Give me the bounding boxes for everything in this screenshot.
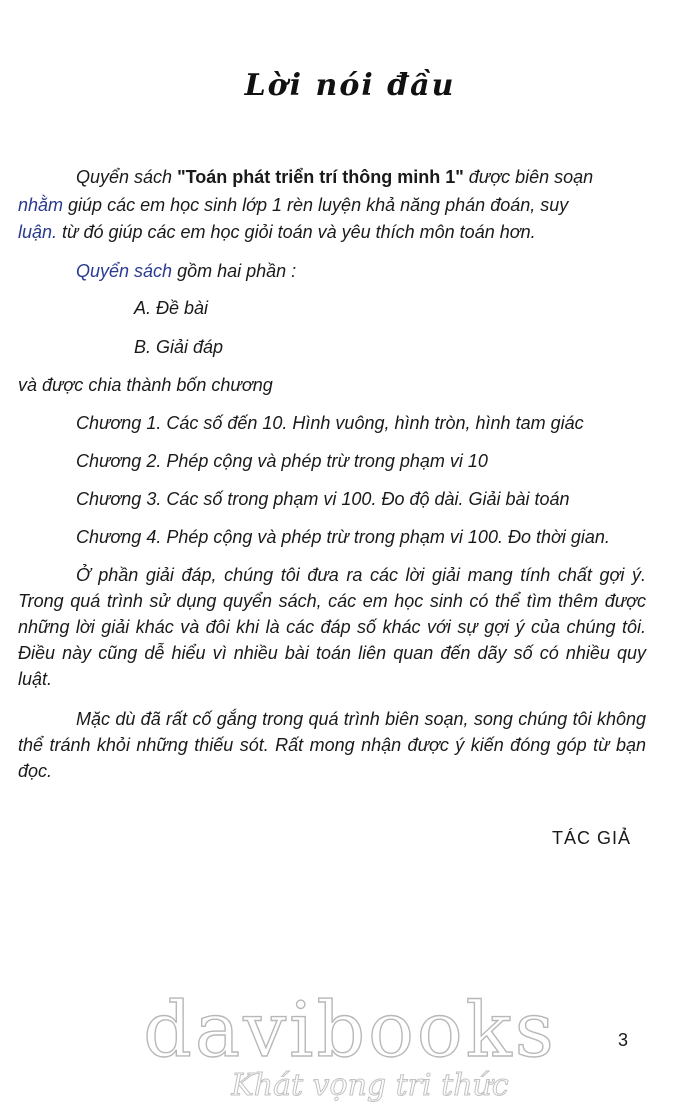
watermark [0,985,700,1104]
parts-intro [76,258,296,284]
chapter-item-1: Chương 1. Các số đến 10. Hình vuông, hình tròn, hình tam giác [76,413,584,433]
intro-line2-lead: nhằm [18,195,64,215]
author-signature: TÁC GIẢ [552,828,632,848]
intro-line-2 [18,192,568,218]
intro-line3-rest: từ đó giúp các em học giỏi toán và yêu thích môn toán hơn. [57,222,536,242]
page-number: 3 [618,1030,629,1050]
chapter-item-3: Chương 3. Các số trong phạm vi 100. Đo độ dài. Giải bài toán [76,489,570,509]
paragraph-solutions: Ở phần giải đáp, chúng tôi đưa ra các lời giải mang tính chất gợi ý. Trong quá trình sử dụng quyển sách, các em học sinh có thể tìm thêm được những lời giải khác và đôi khi là các đáp số khác với sự gợi ý của chúng tôi. Điều này cũng dễ hiểu vì nhiều bài toán liên quan đến dãy số có nhiều quy luật. [18,565,646,689]
watermark-slogan: Khát vọng tri thức [231,1068,509,1103]
intro-line-3 [18,219,536,245]
book-title: "Toán phát triển trí thông minh 1" [177,167,464,187]
chapters-intro: và được chia thành bốn chương [18,375,273,395]
intro-line3-lead: luận. [18,222,58,242]
paragraph-closing: Mặc dù đã rất cố gắng trong quá trình biên soạn, song chúng tôi không thể tránh khỏi những thiếu sót. Rất mong nhận được ý kiến đóng góp từ bạn đọc. [18,709,646,781]
watermark-brand: davibooks [143,985,557,1074]
chapter-item-4: Chương 4. Phép cộng và phép trừ trong phạm vi 100. Đo thời gian. [76,527,610,547]
intro-line1-rest: được biên soạn [463,167,594,187]
page-title: Lời nói đầu [244,68,456,103]
parts-rest: gồm hai phần : [172,261,297,281]
chapter-item-2: Chương 2. Phép cộng và phép trừ trong phạm vi 10 [76,451,488,471]
intro-line-1 [76,164,593,190]
part-item-a: A. Đề bài [134,298,209,318]
part-item-b: B. Giải đáp [134,337,224,357]
intro-line2-rest: giúp các em học sinh lớp 1 rèn luyện khả năng phán đoán, suy [63,195,569,215]
parts-lead: Quyển sách [76,261,173,281]
intro-prefix: Quyển sách [76,167,178,187]
